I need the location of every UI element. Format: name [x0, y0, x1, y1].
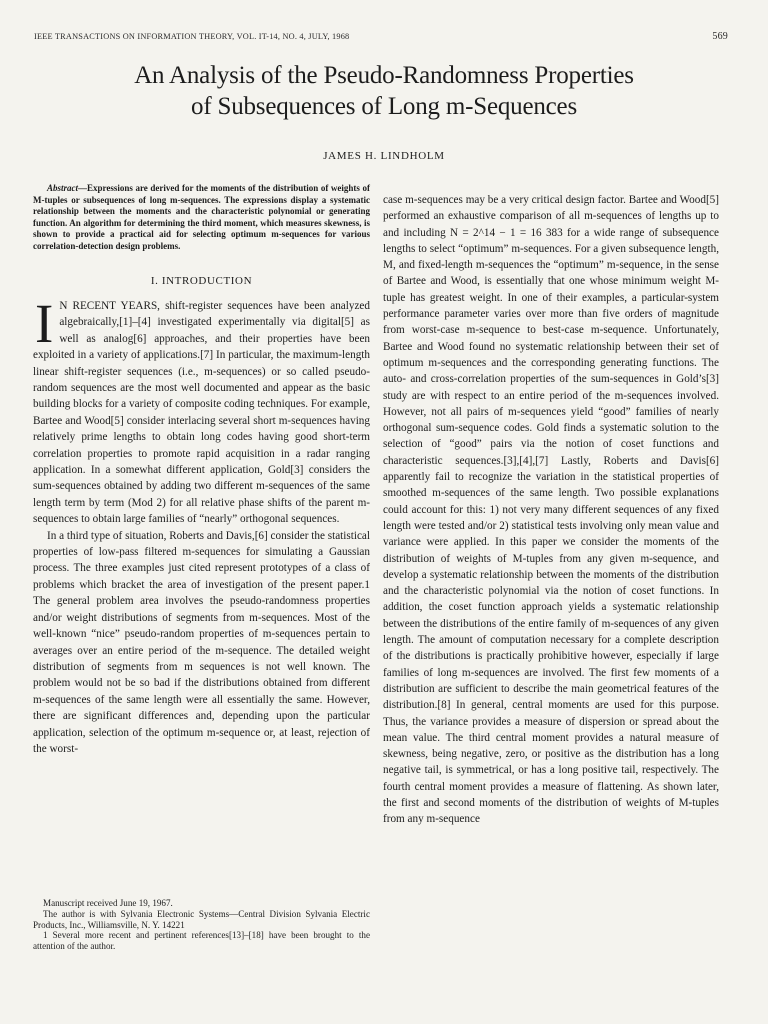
title-line-1: An Analysis of the Pseudo-Randomness Properties	[134, 62, 634, 89]
intro-paragraph-1: N RECENT YEARS, shift-register sequences have been analyzed algebraically,[1]–[4] investigated experimentally via digital[5] as well as analog[6] approaches, and their properties have been exploited in a variety of applications.[7] In particular, the maximum-length linear shift-register sequences (i.e., m-sequences) or so called pseudo-random sequences are the most well documented and appear as the basic building blocks for a variety of composite coding techniques. For example, Bartee and Wood[5] consider interlacing several short m-sequences having relatively prime lengths to obtain long codes having good short-term correlation properties to promote rapid acquisition in a radar ranging application. In a somewhat different application, Gold[3] considers the sum-sequences obtained by adding two different m-sequences of the same length term by term (Mod 2) for all relative phase shifts of the parent m-sequences to obtain large families of “nearly” orthogonal sequences.	[33, 299, 370, 526]
running-head-text: IEEE TRANSACTIONS ON INFORMATION THEORY, VOL. IT-14, NO. 4, JULY, 1968	[34, 32, 350, 41]
right-column-paragraph: case m-sequences may be a very critical design factor. Bartee and Wood[5] performed an exhaustive comparison of all m-sequences of lengths up to and including N = 2^14 − 1 = 16 383 for a wide range of subsequence lengths to select “optimum” m-sequences. For a given subsequence length, M, and fixed-length m-sequences the “optimum” m-sequence, in the sense of Bartee and Wood, is essentially that one whose minimum weight M-tuple has greatest weight. In one of their examples, a particular-system performance parameter varies over more than five orders of magnitude from worst-case m-sequence to best-case m-sequence. Unfortunately, Bartee and Wood found no systematic relationship between their set of optimum m-sequences and the corresponding generating functions. The auto- and cross-correlation properties of the sum-sequences in Gold’s[3] study are with respect to an entire period of the m-sequences involved. However, not all pairs of m-sequences yield “good” families of nearly orthogonal sum-sequence codes. Gold finds a systematic solution to the selection of “good” pairs via the notion of coset functions and characteristic sequences.[3],[4],[7] Lastly, Roberts and Davis[6] apparently fail to recognize the variation in the statistical properties of smoothed m-sequences of the same length. Two possible explanations could account for this: 1) not very many different sequences of any fixed length were tested and/or 2) statistical tests involving only mean value and variance were applied. In this paper we consider the moments of the distribution of weights of M-tuples from any given m-sequence, and develop a systematic relationship between the moments of the distribution and the characteristic polynomial via the notion of coset functions. In addition, the coset function approach yields a systematic relationship between the distributions of the entire family of m-sequences of any given length. The amount of computation necessary for a complete description of the distributions is practically prohibitive however, especially if large families of long m-sequences are involved. The first few moments of a distribution are sufficient to describe the main geometrical features of the distribution.[8] In general, central moments are used for this purpose. Thus, the variance provides a measure of dispersion or spread about the mean value. The third central moment provides a natural measure of skewness, being negative, zero, or positive as the distribution has a long negative tail, is symmetrical, or has a long positive tail, respectively. The fourth central moment provides a measure of flattening. As shown later, the first and second moments of the distribution of weights of M-tuples from any m-sequence	[383, 194, 719, 826]
abstract	[33, 183, 370, 253]
abstract-label: Abstract	[47, 183, 79, 193]
footnote-1: 1 Several more recent and pertinent references[13]–[18] have been brought to the attention of the author.	[33, 930, 370, 952]
page-number: 569	[712, 31, 728, 42]
left-column	[33, 183, 370, 757]
author-name: JAMES H. LINDHOLM	[323, 150, 445, 162]
footnote-affiliation: The author is with Sylvania Electronic Systems—Central Division Sylvania Electric Products, Inc., Williamsville, N. Y. 14221	[33, 908, 370, 930]
footnotes	[33, 898, 370, 952]
drop-cap: I	[35, 292, 54, 354]
intro-paragraph-2: In a third type of situation, Roberts and Davis,[6] consider the statistical properties of low-pass filtered m-sequences for simulating a Gaussian process. The three examples just cited represent prototypes of a class of problems which bracket the area of investigation of the present paper.1 The general problem area involves the pseudo-randomness properties and/or weight distributions of segments from m-sequences. Most of the well-known “nice” pseudo-random properties of m-sequences pertain to averages over an entire period of the m-sequence. The detailed weight distribution of segments from m sequences is not well known. The problem would not be so bad if the distributions obtained from different m-sequences of the same length were all essentially the same. However, there are significant differences and, depending upon the particular application, selection of the optimum m-sequence or, at least, rejection of the worst-	[33, 529, 370, 755]
abstract-text: —Expressions are derived for the moments of the distribution of weights of M-tuples or subsequences of long m-sequences. The expressions display a systematic relationship between the moments and the characteristic polynomial or generating function. An algorithm for determining the third moment, which measures skewness, is shown to provide a practical aid for selecting optimum m-sequences for various correlation-detection design problems.	[33, 183, 370, 251]
right-column	[383, 192, 719, 828]
running-head	[34, 32, 728, 41]
introduction-body	[33, 292, 370, 757]
footnote-received: Manuscript received June 19, 1967.	[43, 898, 173, 908]
title-line-2: of Subsequences of Long m-Sequences	[191, 93, 577, 120]
section-heading-introduction: I. INTRODUCTION	[150, 274, 253, 287]
paper-title	[30, 60, 738, 122]
